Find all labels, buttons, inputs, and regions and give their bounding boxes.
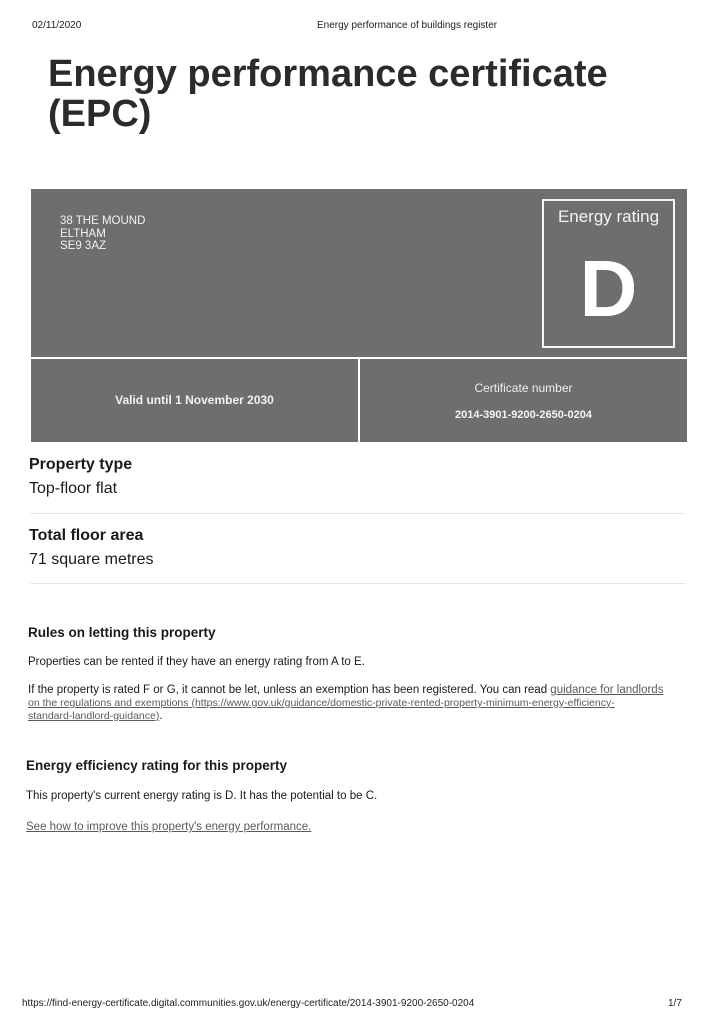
letting-rules-paragraph-2 bbox=[28, 684, 663, 723]
letting-rules-heading: Rules on letting this property bbox=[28, 625, 216, 640]
energy-rating-box bbox=[542, 199, 675, 348]
certificate-number-label: Certificate number bbox=[474, 381, 573, 395]
page-title-line-2: (EPC) bbox=[48, 93, 152, 135]
divider bbox=[30, 513, 686, 514]
address-line-1: 38 THE MOUND bbox=[60, 215, 146, 227]
improve-performance-link[interactable]: See how to improve this property's energy performance. bbox=[26, 821, 312, 833]
print-date: 02/11/2020 bbox=[32, 20, 82, 31]
efficiency-paragraph: This property's current energy rating is D. It has the potential to be C. bbox=[26, 790, 378, 802]
address-line-2: ELTHAM bbox=[60, 227, 106, 240]
floor-area-value: 71 square metres bbox=[29, 551, 154, 568]
property-address bbox=[60, 215, 145, 253]
valid-until: Valid until 1 November 2030 bbox=[115, 393, 274, 407]
landlord-guidance-link[interactable]: guidance for landlords bbox=[550, 684, 664, 696]
page-number: 1/7 bbox=[668, 998, 682, 1009]
landlord-guidance-link-end[interactable]: standard-landlord-guidance) bbox=[28, 710, 160, 722]
page-title-line-1: Energy performance certificate bbox=[48, 53, 608, 95]
landlord-guidance-link-cont[interactable]: on the regulations and exemptions (https://www.gov.uk/guidance/domestic-private-rented-property-minimum-energy-efficiency- bbox=[28, 697, 615, 709]
efficiency-heading: Energy efficiency rating for this property bbox=[26, 758, 288, 773]
divider bbox=[30, 583, 686, 584]
certificate-number-panel bbox=[360, 359, 687, 442]
print-site-title: Energy performance of buildings register bbox=[317, 20, 498, 31]
letting-rules-text: If the property is rated F or G, it cannot be let, unless an exemption has been registered. You can read bbox=[28, 684, 551, 696]
property-type-heading: Property type bbox=[29, 456, 133, 473]
energy-rating-label: Energy rating bbox=[557, 207, 660, 226]
floor-area-heading: Total floor area bbox=[29, 527, 144, 544]
certificate-number: 2014-3901-9200-2650-0204 bbox=[454, 409, 592, 421]
letting-rules-paragraph-1: Properties can be rented if they have an energy rating from A to E. bbox=[28, 656, 365, 668]
print-url: https://find-energy-certificate.digital.communities.gov.uk/energy-certificate/2014-3901-9200-2650-0204 bbox=[22, 998, 475, 1009]
sentence-period: . bbox=[159, 710, 163, 722]
page-title bbox=[48, 54, 688, 134]
property-type-value: Top-floor flat bbox=[29, 480, 118, 497]
energy-rating-letter: D bbox=[579, 244, 638, 333]
address-line-3: SE9 3AZ bbox=[60, 240, 107, 252]
